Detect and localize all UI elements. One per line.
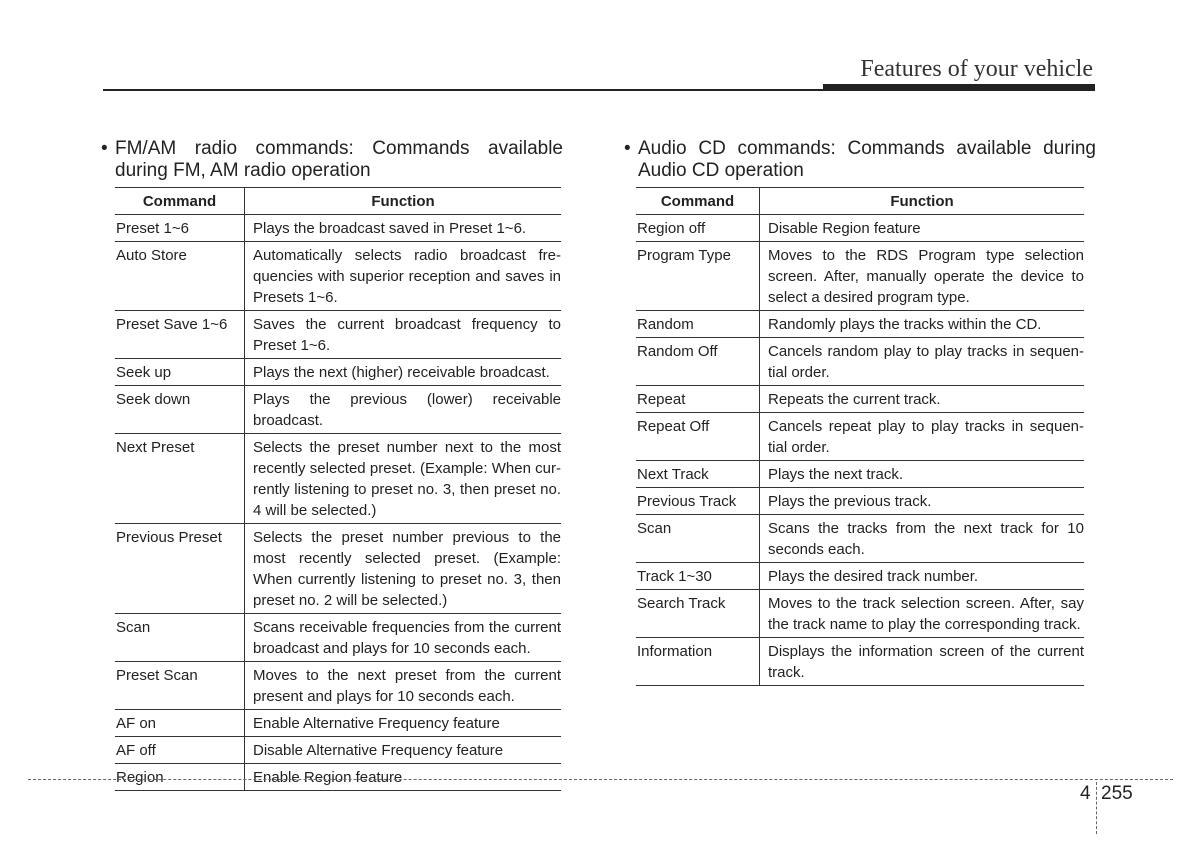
function-cell: Plays the broadcast saved in Preset 1~6.: [245, 215, 562, 242]
function-cell: Moves to the next preset from the current present and plays for 10 seconds each.: [245, 662, 562, 710]
command-cell: Search Track: [636, 590, 760, 638]
function-cell: Selects the preset number previous to the most recently selected preset. (Example: When currently listening to preset no. 3, then preset no. 2 will be selected.): [245, 524, 562, 614]
table-row: [115, 764, 561, 791]
function-cell: Plays the previous track.: [760, 488, 1085, 515]
command-cell: Random Off: [636, 338, 760, 386]
audio-cd-commands-section: [624, 138, 1096, 686]
function-cell: Repeats the current track.: [760, 386, 1085, 413]
command-cell: Seek down: [115, 386, 245, 434]
table-row: [115, 737, 561, 764]
table-header-row: [636, 188, 1084, 215]
function-cell: Plays the previous (lower) receivable broadcast.: [245, 386, 562, 434]
function-cell: Moves to the track selection screen. After, say the track name to play the corresponding track.: [760, 590, 1085, 638]
column-header-command: Command: [115, 188, 245, 215]
table-row: [636, 338, 1084, 386]
function-cell: Scans the tracks from the next track for 10 seconds each.: [760, 515, 1085, 563]
table-row: [636, 311, 1084, 338]
table-row: [115, 359, 561, 386]
function-cell: Plays the next (higher) receivable broadcast.: [245, 359, 562, 386]
function-cell: Enable Region feature: [245, 764, 562, 791]
function-cell: Scans receivable frequencies from the current broadcast and plays for 10 seconds each.: [245, 614, 562, 662]
table-header-row: [115, 188, 561, 215]
function-cell: Disable Alternative Frequency feature: [245, 737, 562, 764]
command-cell: Information: [636, 638, 760, 686]
bullet: •: [624, 138, 631, 159]
table-row: [115, 710, 561, 737]
table-row: [115, 215, 561, 242]
header-rule-accent: [823, 84, 1095, 91]
command-cell: Seek up: [115, 359, 245, 386]
command-cell: Previous Preset: [115, 524, 245, 614]
function-cell: Displays the information screen of the current track.: [760, 638, 1085, 686]
table-row: [115, 242, 561, 311]
command-cell: Repeat: [636, 386, 760, 413]
page-header-title: Features of your vehicle: [860, 56, 1093, 82]
table-row: [115, 662, 561, 710]
function-cell: Disable Region feature: [760, 215, 1085, 242]
command-cell: Repeat Off: [636, 413, 760, 461]
function-cell: Automatically selects radio broadcast fre-quencies with superior reception and saves in Presets 1~6.: [245, 242, 562, 311]
function-cell: Cancels random play to play tracks in sequen-tial order.: [760, 338, 1085, 386]
function-cell: Randomly plays the tracks within the CD.: [760, 311, 1085, 338]
fm-am-commands-table: [115, 187, 561, 791]
function-cell: Enable Alternative Frequency feature: [245, 710, 562, 737]
table-row: [115, 614, 561, 662]
page-number: 255: [1101, 783, 1133, 804]
command-cell: Next Track: [636, 461, 760, 488]
table-row: [636, 461, 1084, 488]
table-row: [636, 563, 1084, 590]
table-row: [115, 386, 561, 434]
fm-am-intro-text: FM/AM radio commands: Commands available during FM, AM radio operation: [115, 138, 563, 181]
table-row: [636, 488, 1084, 515]
function-cell: Cancels repeat play to play tracks in sequen-tial order.: [760, 413, 1085, 461]
column-header-function: Function: [245, 188, 562, 215]
table-row: [636, 413, 1084, 461]
command-cell: Scan: [115, 614, 245, 662]
table-row: [115, 434, 561, 524]
command-cell: Previous Track: [636, 488, 760, 515]
audio-cd-table-body: [636, 215, 1084, 686]
table-row: [636, 242, 1084, 311]
table-row: [636, 515, 1084, 563]
column-header-function: Function: [760, 188, 1085, 215]
function-cell: Moves to the RDS Program type selection screen. After, manually operate the device to select a desired program type.: [760, 242, 1085, 311]
table-row: [636, 590, 1084, 638]
function-cell: Plays the next track.: [760, 461, 1085, 488]
fm-am-intro: [101, 138, 563, 181]
audio-cd-intro: [624, 138, 1096, 181]
footer-divider: [1096, 782, 1097, 834]
command-cell: Next Preset: [115, 434, 245, 524]
command-cell: AF off: [115, 737, 245, 764]
command-cell: Preset Scan: [115, 662, 245, 710]
footer-rule: [28, 779, 1173, 780]
command-cell: Auto Store: [115, 242, 245, 311]
command-cell: Program Type: [636, 242, 760, 311]
table-row: [115, 524, 561, 614]
command-cell: Scan: [636, 515, 760, 563]
header-rule: [103, 89, 823, 91]
command-cell: Region off: [636, 215, 760, 242]
table-row: [636, 386, 1084, 413]
command-cell: Track 1~30: [636, 563, 760, 590]
audio-cd-commands-table: [636, 187, 1084, 686]
table-row: [636, 215, 1084, 242]
command-cell: AF on: [115, 710, 245, 737]
function-cell: Selects the preset number next to the most recently selected preset. (Example: When cur-rently listening to preset no. 3, then preset no. 4 will be selected.): [245, 434, 562, 524]
command-cell: Preset Save 1~6: [115, 311, 245, 359]
function-cell: Saves the current broadcast frequency to Preset 1~6.: [245, 311, 562, 359]
command-cell: Preset 1~6: [115, 215, 245, 242]
table-row: [636, 638, 1084, 686]
chapter-number: 4: [1080, 783, 1091, 804]
audio-cd-intro-text: Audio CD commands: Commands available during Audio CD operation: [638, 138, 1096, 181]
function-cell: Plays the desired track number.: [760, 563, 1085, 590]
fm-am-commands-section: [101, 138, 563, 791]
command-cell: Region: [115, 764, 245, 791]
table-row: [115, 311, 561, 359]
fm-am-table-body: [115, 215, 561, 791]
column-header-command: Command: [636, 188, 760, 215]
bullet: •: [101, 138, 108, 159]
command-cell: Random: [636, 311, 760, 338]
